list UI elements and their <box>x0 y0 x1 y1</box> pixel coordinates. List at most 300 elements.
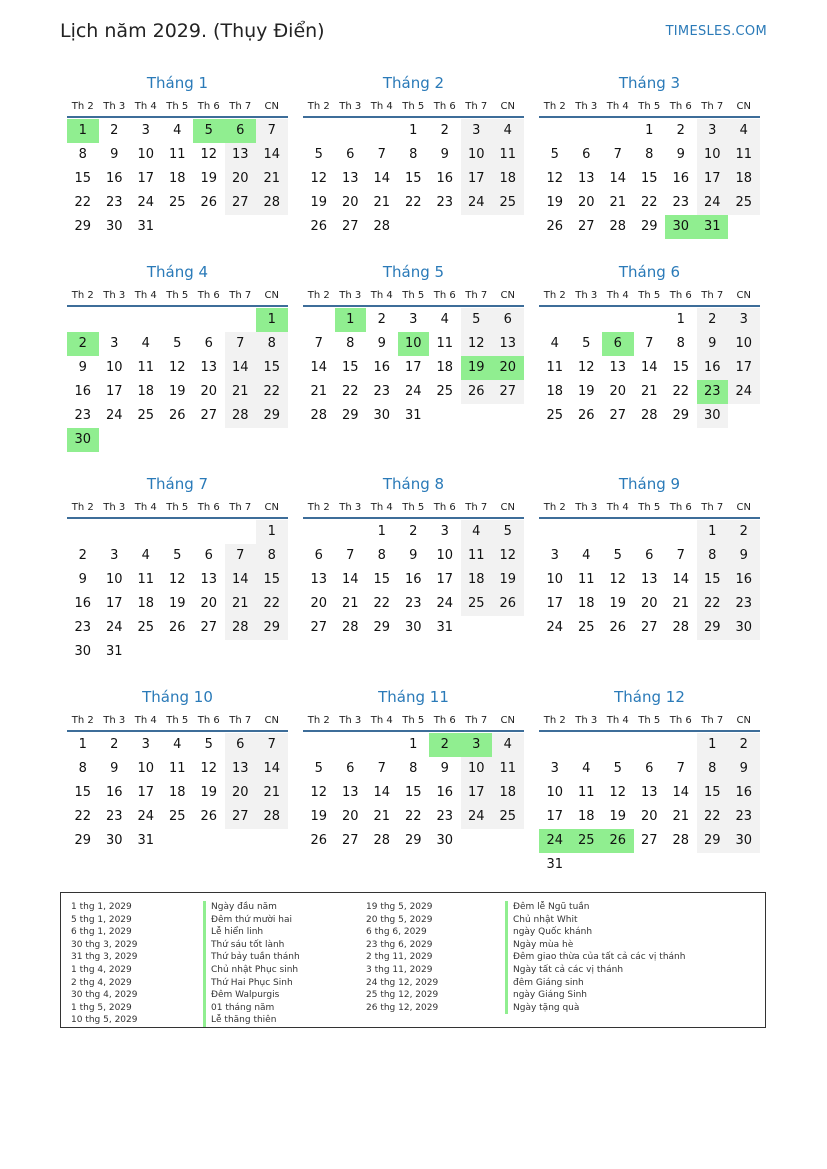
month-calendar <box>539 473 760 640</box>
day-cell: 3 <box>697 119 729 143</box>
day-cell: 14 <box>341 572 359 587</box>
day-cell: 2 <box>409 524 418 539</box>
site-link[interactable]: TIMESLES.COM <box>665 24 767 39</box>
day-cell: 23 <box>74 620 92 635</box>
day-cell: 12 <box>168 360 186 375</box>
month-calendar <box>303 686 524 853</box>
day-cell: 9 <box>440 761 449 776</box>
day-cell: 19 <box>200 171 218 186</box>
legend-holiday-name: ngày Giáng Sinh <box>505 989 685 1002</box>
month-title: Tháng 7 <box>146 475 209 493</box>
day-cell: 13 <box>341 785 359 800</box>
day-cell: 29 <box>256 616 288 640</box>
day-cell: 22 <box>697 805 729 829</box>
day-cell: 15 <box>74 785 92 800</box>
day-cell: 7 <box>676 548 685 563</box>
day-cell: 2 <box>110 737 119 752</box>
weekday-label: Th 5 <box>638 290 661 301</box>
empty-cell <box>99 520 131 544</box>
empty-cell <box>335 520 367 544</box>
day-cell: 14 <box>672 572 690 587</box>
day-cell: 20 <box>577 195 595 210</box>
day-cell: 22 <box>672 384 690 399</box>
day-cell: 19 <box>310 809 328 824</box>
weekday-label: Th 5 <box>166 502 189 513</box>
weekday-label: Th 6 <box>669 715 692 726</box>
day-cell: 30 <box>728 829 760 853</box>
month-title: Tháng 2 <box>382 74 445 92</box>
empty-cell <box>571 733 603 757</box>
day-cell: 16 <box>436 171 454 186</box>
day-cell: 11 <box>546 360 564 375</box>
month-calendar <box>539 686 760 877</box>
weekday-label: Th 7 <box>701 502 724 513</box>
day-cell: 5 <box>492 520 524 544</box>
day-cell: 26 <box>492 592 524 616</box>
day-cell: 21 <box>672 809 690 824</box>
day-cell: 6 <box>346 147 355 162</box>
holiday-day-cell: 1 <box>256 308 288 332</box>
day-cell: 28 <box>256 805 288 829</box>
day-cell: 14 <box>225 356 257 380</box>
day-cell: 12 <box>461 332 493 356</box>
legend-holiday-name: Đêm Walpurgis <box>203 989 300 1002</box>
day-cell: 14 <box>310 360 328 375</box>
day-cell: 4 <box>550 336 559 351</box>
day-cell: 20 <box>341 809 359 824</box>
day-cell: 12 <box>310 785 328 800</box>
weekday-label: Th 2 <box>543 101 566 112</box>
legend-holiday-name: Ngày đầu năm <box>203 901 300 914</box>
day-cell: 14 <box>373 785 391 800</box>
day-cell: 6 <box>492 308 524 332</box>
weekday-label: Th 3 <box>103 290 126 301</box>
day-cell: 25 <box>492 191 524 215</box>
day-cell: 28 <box>225 404 257 428</box>
day-cell: 13 <box>640 785 658 800</box>
day-cell: 11 <box>137 572 155 587</box>
day-cell: 24 <box>728 380 760 404</box>
day-cell: 1 <box>409 737 418 752</box>
day-cell: 28 <box>256 191 288 215</box>
day-cell: 23 <box>74 408 92 423</box>
legend-date: 6 thg 1, 2029 <box>71 927 132 938</box>
weekday-header <box>67 501 288 519</box>
month-calendar <box>67 72 288 239</box>
day-cell: 29 <box>341 408 359 423</box>
day-cell: 25 <box>492 805 524 829</box>
day-cell: 15 <box>341 360 359 375</box>
day-cell: 11 <box>492 143 524 167</box>
day-cell: 2 <box>110 123 119 138</box>
weekday-label: Th 3 <box>575 101 598 112</box>
day-cell: 7 <box>225 332 257 356</box>
day-cell: 29 <box>697 616 729 640</box>
day-cell: 26 <box>168 620 186 635</box>
empty-cell <box>602 520 634 544</box>
holiday-day-cell: 24 <box>539 829 571 853</box>
day-cell: 31 <box>436 620 454 635</box>
day-cell: 6 <box>314 548 323 563</box>
day-cell: 4 <box>461 520 493 544</box>
day-cell: 13 <box>577 171 595 186</box>
day-cell: 8 <box>256 332 288 356</box>
day-cell: 10 <box>137 761 155 776</box>
weekday-label: Th 5 <box>638 502 661 513</box>
day-cell: 3 <box>110 548 119 563</box>
day-cell: 29 <box>256 404 288 428</box>
legend-holiday-name: Đêm giao thừa của tất cả các vị thánh <box>505 951 685 964</box>
weekday-label: Th 2 <box>543 502 566 513</box>
weekday-label: Th 2 <box>71 502 94 513</box>
day-cell: 5 <box>613 548 622 563</box>
day-cell: 5 <box>204 737 213 752</box>
day-grid <box>67 733 288 853</box>
day-cell: 15 <box>640 171 658 186</box>
day-cell: 28 <box>341 620 359 635</box>
day-cell: 26 <box>546 219 564 234</box>
weekday-label: Th 4 <box>134 502 157 513</box>
holiday-day-cell: 1 <box>67 119 99 143</box>
day-cell: 1 <box>645 123 654 138</box>
month-title: Tháng 1 <box>146 74 209 92</box>
weekday-label: Th 3 <box>103 101 126 112</box>
holiday-day-cell: 6 <box>225 119 257 143</box>
day-cell: 3 <box>110 336 119 351</box>
day-cell: 22 <box>256 380 288 404</box>
day-cell: 6 <box>346 761 355 776</box>
empty-cell <box>303 733 335 757</box>
day-cell: 8 <box>697 544 729 568</box>
empty-cell <box>539 520 571 544</box>
legend-date: 3 thg 11, 2029 <box>366 964 433 975</box>
weekday-header <box>303 289 524 307</box>
day-cell: 29 <box>697 829 729 853</box>
day-cell: 8 <box>377 548 386 563</box>
weekday-header <box>303 501 524 519</box>
weekday-label: Th 7 <box>701 715 724 726</box>
day-cell: 14 <box>256 143 288 167</box>
day-grid <box>67 520 288 664</box>
month-title: Tháng 4 <box>146 263 209 281</box>
day-cell: 22 <box>640 195 658 210</box>
weekday-label: Th 3 <box>339 715 362 726</box>
day-cell: 13 <box>640 572 658 587</box>
weekday-label: CN <box>500 715 515 726</box>
day-cell: 21 <box>373 809 391 824</box>
day-cell: 9 <box>409 548 418 563</box>
day-cell: 10 <box>461 757 493 781</box>
legend-holiday-name: đêm Giáng sinh <box>505 977 685 990</box>
day-cell: 2 <box>78 548 87 563</box>
legend-date: 20 thg 5, 2029 <box>366 914 433 925</box>
day-cell: 8 <box>346 336 355 351</box>
day-cell: 26 <box>577 408 595 423</box>
day-cell: 17 <box>461 167 493 191</box>
day-cell: 11 <box>577 785 595 800</box>
legend-holiday-name: Ngày tất cả các vị thánh <box>505 964 685 977</box>
day-cell: 18 <box>137 596 155 611</box>
day-cell: 25 <box>168 195 186 210</box>
day-cell: 13 <box>341 171 359 186</box>
legend-holiday-name: Lễ thăng thiên <box>203 1014 300 1027</box>
day-cell: 13 <box>310 572 328 587</box>
day-cell: 10 <box>436 548 454 563</box>
day-cell: 17 <box>461 781 493 805</box>
empty-cell <box>366 733 398 757</box>
day-cell: 22 <box>404 195 422 210</box>
day-cell: 19 <box>492 568 524 592</box>
empty-cell <box>130 308 162 332</box>
empty-cell <box>571 119 603 143</box>
month-calendar <box>303 261 524 428</box>
day-cell: 15 <box>404 171 422 186</box>
legend-holiday-name: ngày Quốc khánh <box>505 926 685 939</box>
day-cell: 19 <box>546 195 564 210</box>
empty-cell <box>571 308 603 332</box>
day-cell: 18 <box>577 596 595 611</box>
day-cell: 15 <box>672 360 690 375</box>
day-cell: 26 <box>168 408 186 423</box>
day-cell: 27 <box>609 408 627 423</box>
legend-date: 6 thg 6, 2029 <box>366 927 427 938</box>
day-cell: 12 <box>546 171 564 186</box>
weekday-label: Th 7 <box>229 101 252 112</box>
empty-cell <box>366 119 398 143</box>
day-cell: 20 <box>341 195 359 210</box>
day-cell: 14 <box>256 757 288 781</box>
day-cell: 12 <box>200 147 218 162</box>
day-cell: 25 <box>137 620 155 635</box>
day-cell: 23 <box>404 596 422 611</box>
day-cell: 5 <box>314 761 323 776</box>
day-cell: 22 <box>373 596 391 611</box>
day-cell: 14 <box>672 785 690 800</box>
holiday-day-cell: 2 <box>67 332 99 356</box>
legend-names-column <box>203 901 300 1027</box>
day-grid <box>303 308 524 428</box>
holiday-legend <box>60 892 766 1028</box>
weekday-label: Th 6 <box>197 290 220 301</box>
day-cell: 20 <box>310 596 328 611</box>
day-cell: 8 <box>78 761 87 776</box>
day-cell: 6 <box>204 548 213 563</box>
month-title: Tháng 10 <box>142 688 213 706</box>
day-cell: 30 <box>404 620 422 635</box>
month-calendar <box>539 261 760 428</box>
day-cell: 29 <box>74 833 92 848</box>
day-cell: 16 <box>74 384 92 399</box>
legend-date: 25 thg 12, 2029 <box>366 990 439 1001</box>
weekday-header <box>539 501 760 519</box>
day-cell: 19 <box>310 195 328 210</box>
day-cell: 12 <box>577 360 595 375</box>
legend-dates-column <box>366 901 438 1014</box>
weekday-label: Th 7 <box>465 290 488 301</box>
month-title: Tháng 3 <box>618 74 681 92</box>
empty-cell <box>335 119 367 143</box>
legend-date: 1 thg 1, 2029 <box>71 902 132 912</box>
day-cell: 19 <box>168 596 186 611</box>
weekday-label: CN <box>500 101 515 112</box>
weekday-label: Th 5 <box>402 290 425 301</box>
holiday-day-cell: 25 <box>571 829 603 853</box>
day-cell: 7 <box>346 548 355 563</box>
day-cell: 8 <box>256 544 288 568</box>
legend-date: 26 thg 12, 2029 <box>366 1002 439 1013</box>
day-cell: 27 <box>200 620 218 635</box>
weekday-label: Th 5 <box>402 715 425 726</box>
day-cell: 13 <box>225 757 257 781</box>
day-cell: 21 <box>225 380 257 404</box>
empty-cell <box>193 308 225 332</box>
day-cell: 12 <box>609 572 627 587</box>
weekday-label: Th 5 <box>402 502 425 513</box>
day-cell: 7 <box>314 336 323 351</box>
legend-holiday-name: Chủ nhật Phục sinh <box>203 964 300 977</box>
weekday-label: Th 3 <box>103 715 126 726</box>
day-cell: 4 <box>141 336 150 351</box>
weekday-label: Th 2 <box>307 715 330 726</box>
day-cell: 26 <box>200 195 218 210</box>
weekday-label: Th 6 <box>433 502 456 513</box>
weekday-label: Th 2 <box>307 502 330 513</box>
day-cell: 7 <box>256 733 288 757</box>
day-cell: 16 <box>404 572 422 587</box>
day-cell: 11 <box>137 360 155 375</box>
holiday-day-cell: 23 <box>697 380 729 404</box>
month-calendar <box>67 261 288 452</box>
day-cell: 7 <box>613 147 622 162</box>
weekday-label: CN <box>736 715 751 726</box>
day-cell: 15 <box>256 356 288 380</box>
day-cell: 12 <box>492 544 524 568</box>
legend-date: 23 thg 6, 2029 <box>366 939 433 950</box>
day-cell: 12 <box>310 171 328 186</box>
day-cell: 24 <box>546 620 564 635</box>
weekday-label: Th 7 <box>465 715 488 726</box>
month-calendar <box>303 72 524 239</box>
day-cell: 7 <box>645 336 654 351</box>
month-title: Tháng 12 <box>614 688 685 706</box>
weekday-label: CN <box>736 502 751 513</box>
weekday-label: Th 2 <box>307 290 330 301</box>
day-cell: 31 <box>546 857 564 872</box>
day-cell: 10 <box>546 785 564 800</box>
holiday-day-cell: 10 <box>398 332 430 356</box>
weekday-label: Th 6 <box>433 101 456 112</box>
day-cell: 21 <box>225 592 257 616</box>
day-cell: 27 <box>341 833 359 848</box>
day-cell: 24 <box>137 195 155 210</box>
day-cell: 15 <box>373 572 391 587</box>
holiday-day-cell: 2 <box>429 733 461 757</box>
empty-cell <box>634 733 666 757</box>
day-cell: 30 <box>728 616 760 640</box>
weekday-label: Th 2 <box>71 101 94 112</box>
day-cell: 13 <box>200 360 218 375</box>
day-cell: 11 <box>577 572 595 587</box>
day-cell: 25 <box>728 191 760 215</box>
day-cell: 26 <box>310 833 328 848</box>
day-cell: 13 <box>225 143 257 167</box>
empty-cell <box>225 520 257 544</box>
weekday-header <box>303 100 524 118</box>
day-cell: 9 <box>78 360 87 375</box>
day-cell: 30 <box>697 404 729 428</box>
day-cell: 27 <box>225 191 257 215</box>
empty-cell <box>539 119 571 143</box>
day-cell: 31 <box>105 644 123 659</box>
empty-cell <box>130 520 162 544</box>
day-cell: 3 <box>550 548 559 563</box>
day-cell: 9 <box>377 336 386 351</box>
day-cell: 8 <box>78 147 87 162</box>
day-cell: 11 <box>461 544 493 568</box>
day-cell: 27 <box>225 805 257 829</box>
empty-cell <box>67 308 99 332</box>
day-cell: 31 <box>404 408 422 423</box>
day-grid <box>67 119 288 239</box>
empty-cell <box>571 520 603 544</box>
day-cell: 18 <box>168 171 186 186</box>
day-cell: 8 <box>409 147 418 162</box>
day-cell: 25 <box>137 408 155 423</box>
empty-cell <box>67 520 99 544</box>
legend-date: 2 thg 11, 2029 <box>366 952 433 963</box>
legend-holiday-name: Lễ hiển linh <box>203 926 300 939</box>
day-cell: 18 <box>728 167 760 191</box>
day-cell: 12 <box>168 572 186 587</box>
day-cell: 11 <box>436 336 454 351</box>
day-cell: 19 <box>609 596 627 611</box>
month-title: Tháng 5 <box>382 263 445 281</box>
holiday-day-cell: 26 <box>602 829 634 853</box>
day-cell: 2 <box>377 312 386 327</box>
day-cell: 28 <box>672 620 690 635</box>
month-calendar <box>67 686 288 853</box>
day-cell: 29 <box>640 219 658 234</box>
day-cell: 18 <box>492 167 524 191</box>
weekday-label: Th 5 <box>638 101 661 112</box>
day-cell: 9 <box>728 757 760 781</box>
weekday-label: Th 3 <box>339 101 362 112</box>
day-cell: 29 <box>672 408 690 423</box>
empty-cell <box>303 308 335 332</box>
weekday-label: Th 6 <box>197 502 220 513</box>
weekday-header <box>539 289 760 307</box>
day-cell: 4 <box>582 548 591 563</box>
day-cell: 8 <box>676 336 685 351</box>
weekday-label: Th 7 <box>701 101 724 112</box>
weekday-label: Th 4 <box>606 715 629 726</box>
day-cell: 17 <box>436 572 454 587</box>
empty-cell <box>303 520 335 544</box>
day-cell: 22 <box>74 195 92 210</box>
day-cell: 9 <box>676 147 685 162</box>
day-cell: 18 <box>546 384 564 399</box>
day-cell: 11 <box>168 147 186 162</box>
holiday-day-cell: 6 <box>602 332 634 356</box>
day-cell: 24 <box>461 191 493 215</box>
day-grid <box>539 520 760 640</box>
day-cell: 1 <box>256 520 288 544</box>
weekday-label: CN <box>500 502 515 513</box>
day-cell: 17 <box>137 785 155 800</box>
day-cell: 27 <box>200 408 218 423</box>
weekday-label: Th 7 <box>701 290 724 301</box>
day-cell: 2 <box>676 123 685 138</box>
